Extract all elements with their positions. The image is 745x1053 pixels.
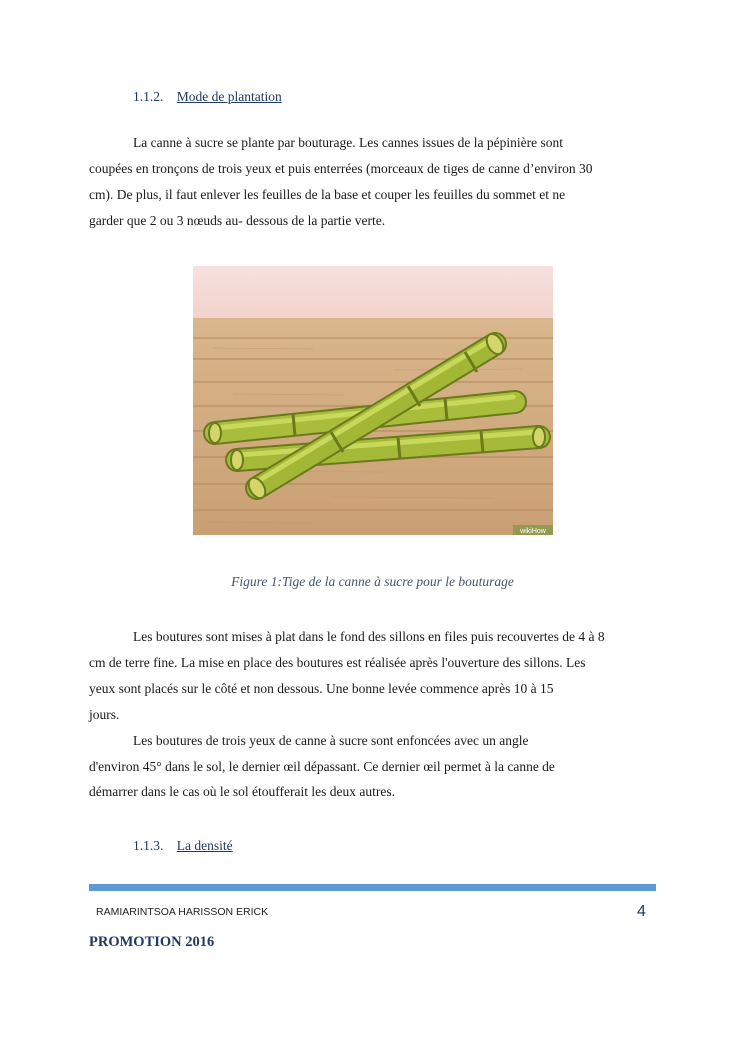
- paragraph-line: démarrer dans le cas où le sol étoufferait les deux autres.: [89, 784, 396, 800]
- section-title: Mode de plantation: [176, 89, 282, 104]
- footer-promotion: PROMOTION 2016: [89, 934, 215, 950]
- page-number: 4: [637, 903, 646, 920]
- paragraph-bouturage: [89, 130, 644, 234]
- footer-author: RAMIARINTSOA HARISSON ERICK: [96, 906, 269, 918]
- paragraph-line: Les boutures de trois yeux de canne à sucre sont enfoncées avec un angle: [133, 732, 529, 748]
- section-number: 1.1.2.: [133, 89, 164, 104]
- paragraph-line: d'environ 45° dans le sol, le dernier œil dépassant. Ce dernier œil permet à la canne de: [89, 758, 555, 774]
- wikihow-watermark: wikiHow: [520, 528, 546, 535]
- paragraph-line: yeux sont placés sur le côté et non dessous. Une bonne levée commence après 10 à 15: [89, 680, 554, 696]
- paragraph-line: La canne à sucre se plante par bouturage. Les cannes issues de la pépinière sont: [133, 135, 563, 150]
- paragraph-boutures-a-plat: [89, 624, 644, 805]
- background-wall: [193, 266, 553, 318]
- sugarcane-illustration: [193, 266, 553, 535]
- sugarcane-cuttings-figure: [193, 266, 553, 535]
- section-title: La densité: [176, 838, 233, 853]
- paragraph-line: jours.: [89, 706, 120, 722]
- section-heading-densite: [133, 838, 233, 854]
- paragraph-line: cm de terre fine. La mise en place des boutures est réalisée après l'ouverture des sillons. Les: [89, 654, 586, 670]
- section-heading-plantation: [133, 89, 282, 105]
- paragraph-line: coupées en tronçons de trois yeux et puis enterrées (morceaux de tiges de canne d’environ 30: [89, 160, 593, 176]
- paragraph-line: garder que 2 ou 3 nœuds au- dessous de la partie verte.: [89, 212, 386, 228]
- paragraph-line: cm). De plus, il faut enlever les feuilles de la base et couper les feuilles du sommet et ne: [89, 186, 566, 202]
- section-number: 1.1.3.: [133, 838, 164, 853]
- paragraph-line: Les boutures sont mises à plat dans le fond des sillons en files puis recouvertes de 4 à 8: [133, 629, 605, 644]
- figure-caption: Figure 1:Tige de la canne à sucre pour le bouturage: [231, 574, 514, 589]
- footer-divider: [89, 884, 656, 891]
